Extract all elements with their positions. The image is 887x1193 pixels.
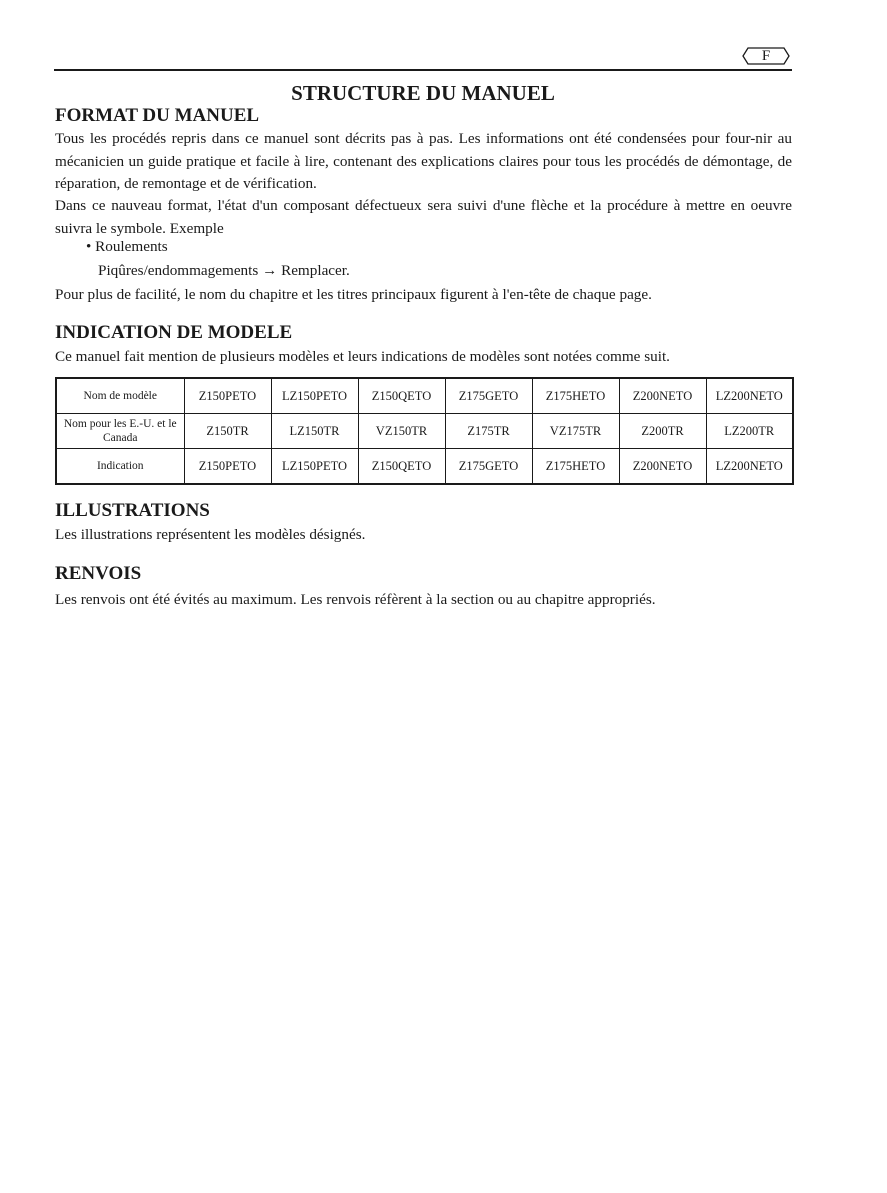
section-title-format: FORMAT DU MANUEL — [55, 105, 260, 126]
bullet-item: • Roulements — [86, 238, 168, 255]
format-paragraph-1: Tous les procédés repris dans ce manuel sont décrits pas à pas. Les informations ont été condensées pour four-nir au mécanicien un guide pratique et facile à lire, contenant des explications claires pour tous les procédés de démontage, de réparation, de remontage et de vérification. — [55, 130, 792, 192]
renvois-paragraph: Les renvois ont été évités au maximum. Les renvois réfèrent à la section ou au chapitre appropriés. — [55, 591, 656, 608]
section-title-renvois: RENVOIS — [55, 563, 142, 584]
table-cell: LZ150PETO — [271, 378, 358, 414]
bullet-sub-item: Piqûres/endommagements → Remplacer. — [98, 262, 350, 279]
language-badge-label: F — [761, 48, 771, 64]
table-cell: Z150PETO — [184, 449, 271, 485]
table-cell: VZ175TR — [532, 414, 619, 449]
row-header: Nom de modèle — [56, 378, 184, 414]
illustrations-paragraph: Les illustrations représentent les modèles désignés. — [55, 526, 366, 543]
section-title-illustrations: ILLUSTRATIONS — [55, 500, 210, 521]
table-cell: LZ150TR — [271, 414, 358, 449]
table-cell: LZ200TR — [706, 414, 793, 449]
row-header: Nom pour les E.-U. et le Canada — [56, 414, 184, 449]
table-cell: Z200NETO — [619, 449, 706, 485]
table-row — [56, 449, 793, 485]
row-header: Indication — [56, 449, 184, 485]
table-cell: Z150QETO — [358, 449, 445, 485]
model-table — [55, 377, 794, 485]
table-row — [56, 414, 793, 449]
table-cell: Z175GETO — [445, 449, 532, 485]
format-paragraph-2: Dans ce nauveau format, l'état d'un composant défectueux sera suivi d'une flèche et la procédure à mettre en oeuvre suivra le symbole. Exemple — [55, 197, 792, 237]
page-title: STRUCTURE DU MANUEL — [291, 81, 555, 105]
table-cell: LZ150PETO — [271, 449, 358, 485]
language-badge — [742, 46, 790, 66]
header-rule — [54, 69, 792, 71]
table-cell: Z175HETO — [532, 449, 619, 485]
table-cell: Z150PETO — [184, 378, 271, 414]
table-cell: LZ200NETO — [706, 449, 793, 485]
table-cell: Z175GETO — [445, 378, 532, 414]
indication-paragraph: Ce manuel fait mention de plusieurs modèles et leurs indications de modèles sont notées comme suit. — [55, 348, 670, 365]
table-cell: Z150QETO — [358, 378, 445, 414]
table-cell: VZ150TR — [358, 414, 445, 449]
table-cell: Z200NETO — [619, 378, 706, 414]
table-cell: Z150TR — [184, 414, 271, 449]
table-row — [56, 378, 793, 414]
table-cell: Z175TR — [445, 414, 532, 449]
section-title-indication: INDICATION DE MODELE — [55, 322, 293, 343]
table-cell: Z175HETO — [532, 378, 619, 414]
table-cell: Z200TR — [619, 414, 706, 449]
table-cell: LZ200NETO — [706, 378, 793, 414]
format-paragraph-3: Pour plus de facilité, le nom du chapitre et les titres principaux figurent à l'en-tête de chaque page. — [55, 286, 652, 303]
